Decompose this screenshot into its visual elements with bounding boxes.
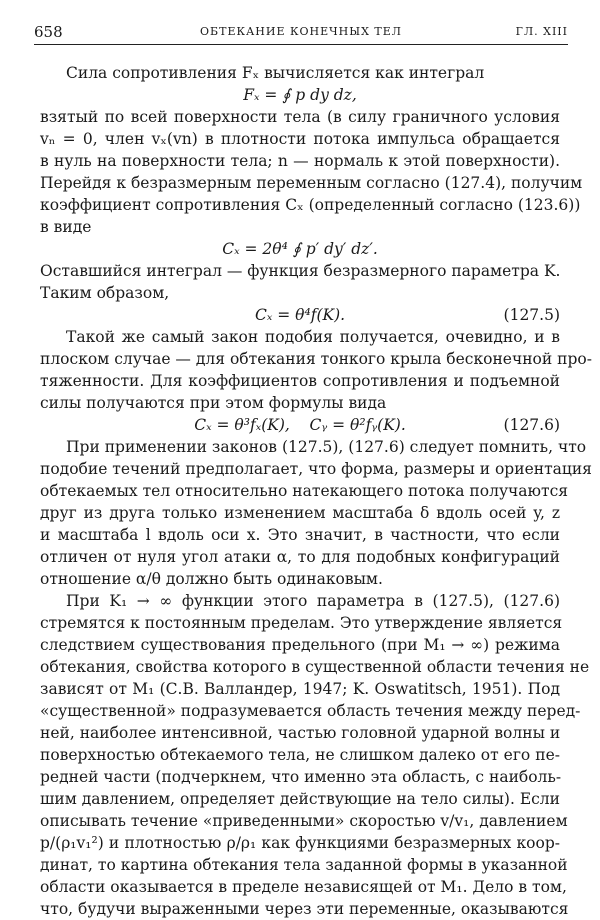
text-line: динат, то картина обтекания тела заданной формы в указанной — [40, 856, 568, 874]
text-line: описывать течение «приведенными» скоростью v/v₁, давлением — [40, 812, 568, 830]
text-line: друг из друга только изменением масштаба δ вдоль осей y, z — [40, 504, 560, 522]
equation-127-6: Cₓ = θ³fₓ(K), Cᵧ = θ²fᵧ(K). — [194, 416, 406, 434]
page-number: 658 — [34, 23, 63, 41]
text-line-overflow-38: что, будучи выраженными через эти переменные, оказываются — [40, 900, 569, 918]
text-line: коэффициент сопротивления Cₓ (определенный согласно (123.6)) — [40, 196, 581, 214]
equation-127-5: Cₓ = θ⁴f(K). — [254, 306, 346, 324]
text-line: обтекания, свойства которого в существенной области течения не — [40, 658, 590, 676]
text-line: шим давлением, определяет действующие на тело силы). Если — [40, 790, 560, 808]
text-line: Такой же самый закон подобия получается, очевидно, и в — [66, 328, 560, 346]
text-line: и масштаба l вдоль оси x. Это значит, в частности, что если — [40, 526, 560, 544]
text-line: vₙ = 0, член vₓ(vn) в плотности потока импульса обращается — [40, 130, 560, 148]
text-line: ней, наиболее интенсивной, частью головной ударной волны и — [40, 724, 561, 742]
equation-number: (127.5) — [503, 306, 560, 324]
text-line: тяженности. Для коэффициентов сопротивления и подъемной — [40, 372, 560, 390]
page-header — [34, 22, 568, 45]
text-line: поверхностью обтекаемого тела, не слишком далеко от его пе- — [40, 746, 560, 764]
text-line: зависят от M₁ (С.В. Валландер, 1947; K. Oswatitsch, 1951). Под — [40, 680, 560, 698]
text-line: Оставшийся интеграл — функция безразмерного параметра K. — [40, 262, 561, 280]
text-line: стремятся к постоянным пределам. Это утверждение является — [40, 614, 563, 632]
text-line: p/(ρ₁v₁²) и плотностью ρ/ρ₁ как функциями безразмерных коор- — [40, 834, 560, 852]
text-line-overflow-37: области оказывается в пределе независящей от M₁. Дело в том, — [40, 878, 567, 896]
text-line: «существенной» подразумевается область течения между перед- — [40, 702, 581, 720]
text-line: подобие течений предполагает, что форма, размеры и ориентация — [40, 460, 592, 478]
text-line: взятый по всей поверхности тела (в силу граничного условия — [40, 108, 560, 126]
text-line: силы получаются при этом формулы вида — [40, 394, 387, 412]
equation-fx: Fₓ = ∮ p dy dz, — [243, 86, 357, 104]
text-line: плоском случае — для обтекания тонкого крыла бесконечной про- — [40, 350, 592, 368]
text-line: Таким образом, — [40, 284, 170, 302]
text-line: отношение α/θ должно быть одинаковым. — [40, 570, 383, 588]
text-line: редней части (подчеркнем, что именно эта область, с наиболь- — [40, 768, 562, 786]
text-line: Перейдя к безразмерным переменным согласно (127.4), получим — [40, 174, 583, 192]
text-line: следствием существования предельного (при M₁ → ∞) режима — [40, 636, 560, 654]
equation-number: (127.6) — [503, 416, 560, 434]
equation-cx-integral: Cₓ = 2θ⁴ ∮ p′ dy′ dz′. — [222, 240, 378, 258]
text-line: При применении законов (127.5), (127.6) следует помнить, что — [66, 438, 587, 456]
equation-127-5-row — [40, 304, 560, 326]
text-line: обтекаемых тел относительно натекающего потока получаются — [40, 482, 569, 500]
equation-127-6-row — [40, 414, 560, 436]
running-title: ОБТЕКАНИЕ КОНЕЧНЫХ ТЕЛ — [200, 25, 402, 38]
text-line: отличен от нуля угол атаки α, то для подобных конфигураций — [40, 548, 560, 566]
text-line: Сила сопротивления Fₓ вычисляется как интеграл — [66, 64, 485, 82]
text-line: в виде — [40, 218, 92, 236]
text-line: При K₁ → ∞ функции этого параметра в (127.5), (127.6) — [66, 592, 560, 610]
chapter-label: ГЛ. XIII — [515, 25, 568, 38]
text-line: в нуль на поверхности тела; n — нормаль к этой поверхности). — [40, 152, 560, 170]
